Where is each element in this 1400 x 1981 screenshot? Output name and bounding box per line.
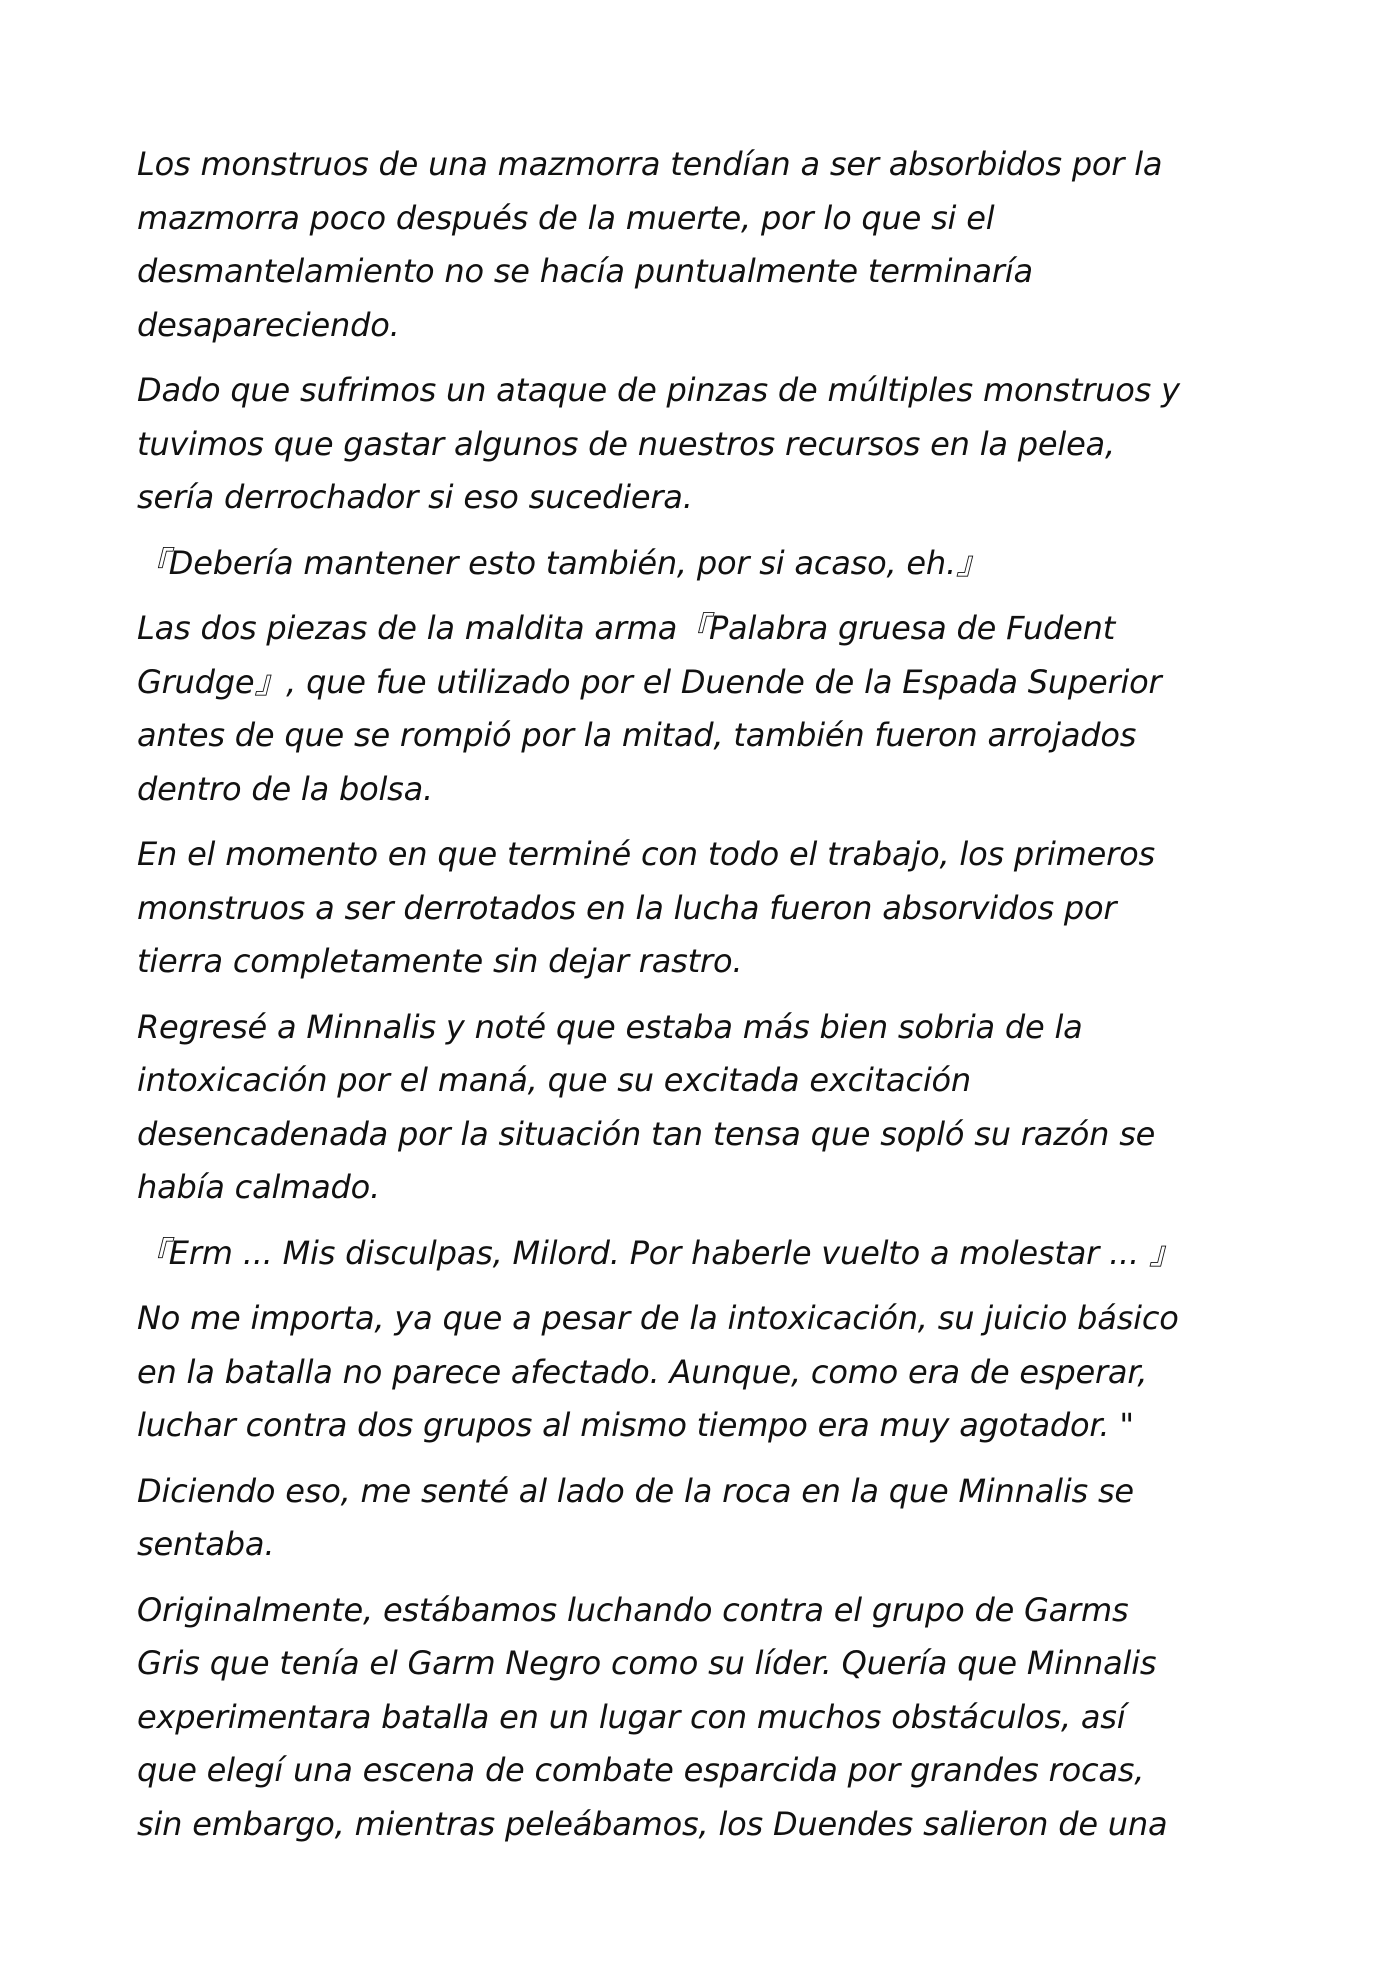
text-line: Los monstruos de una mazmorra tendían a ser absorbidos por la: [137, 145, 1163, 183]
text-line: Originalmente, estábamos luchando contra el grupo de Garms: [137, 1590, 1129, 1629]
text-line: monstruos a ser derrotados en la lucha fueron absorvidos por: [137, 888, 1117, 927]
text-line: antes de que se rompió por la mitad, también fueron arrojados: [137, 716, 1137, 754]
paragraph: [137, 1227, 1270, 1281]
text-line: desencadenada por la situación tan tensa que sopló su razón se: [137, 1114, 1156, 1153]
text-line: sentaba.: [137, 1525, 275, 1563]
paragraph: [137, 138, 1270, 352]
text-line: En el momento en que terminé con todo el trabajo, los primeros: [137, 835, 1155, 873]
text-line: Gris que tenía el Garm Negro como su líder. Quería que Minnalis: [137, 1644, 1157, 1682]
text-line: luchar contra dos grupos al mismo tiempo era muy agotador. ": [137, 1406, 1134, 1444]
text-line: experimentara batalla en un lugar con muchos obstáculos, así: [137, 1697, 1126, 1736]
text-line: tierra completamente sin dejar rastro.: [137, 942, 743, 980]
paragraph: [137, 537, 1270, 591]
text-line: mazmorra poco después de la muerte, por lo que si el: [137, 198, 995, 237]
paragraph: [137, 364, 1270, 525]
text-line: Regresé a Minnalis y noté que estaba más bien sobria de la: [137, 1007, 1083, 1046]
paragraph: [137, 1292, 1270, 1453]
text-line: tuvimos que gastar algunos de nuestros recursos en la pelea,: [137, 424, 1115, 463]
text-line: Grudge』, que fue utilizado por el Duende de la Espada Superior: [137, 662, 1162, 701]
text-line: que elegí una escena de combate esparcida por grandes rocas,: [137, 1751, 1145, 1789]
text-line: No me importa, ya que a pesar de la intoxicación, su juicio básico: [137, 1299, 1179, 1337]
text-line: dentro de la bolsa.: [137, 769, 434, 808]
paragraph: [137, 1001, 1270, 1215]
text-line: desapareciendo.: [137, 305, 400, 344]
text-line: Las dos piezas de la maldita arma『Palabra gruesa de Fudent: [137, 609, 1116, 647]
text-line: desmantelamiento no se hacía puntualmente terminaría: [137, 252, 1033, 290]
text-line: Dado que sufrimos un ataque de pinzas de múltiples monstruos y: [137, 371, 1180, 409]
paragraph: [137, 828, 1270, 989]
text-line: había calmado.: [137, 1168, 381, 1206]
text-line: intoxicación por el maná, que su excitada excitación: [137, 1061, 971, 1099]
text-line: sin embargo, mientras peleábamos, los Duendes salieron de una: [137, 1804, 1168, 1843]
text-line: sería derrochador si eso sucediera.: [137, 478, 693, 516]
paragraph: [137, 1584, 1270, 1852]
paragraph: [137, 602, 1270, 816]
text-line: Diciendo eso, me senté al lado de la roca en la que Minnalis se: [137, 1471, 1134, 1510]
paragraph: [137, 1465, 1270, 1572]
text-line: en la batalla no parece afectado. Aunque, como era de esperar,: [137, 1352, 1148, 1391]
text-line: 『Debería mantener esto también, por si acaso, eh.』: [137, 543, 988, 582]
text-line: 『Erm ... Mis disculpas, Milord. Por haberle vuelto a molestar ... 』: [137, 1233, 1181, 1272]
